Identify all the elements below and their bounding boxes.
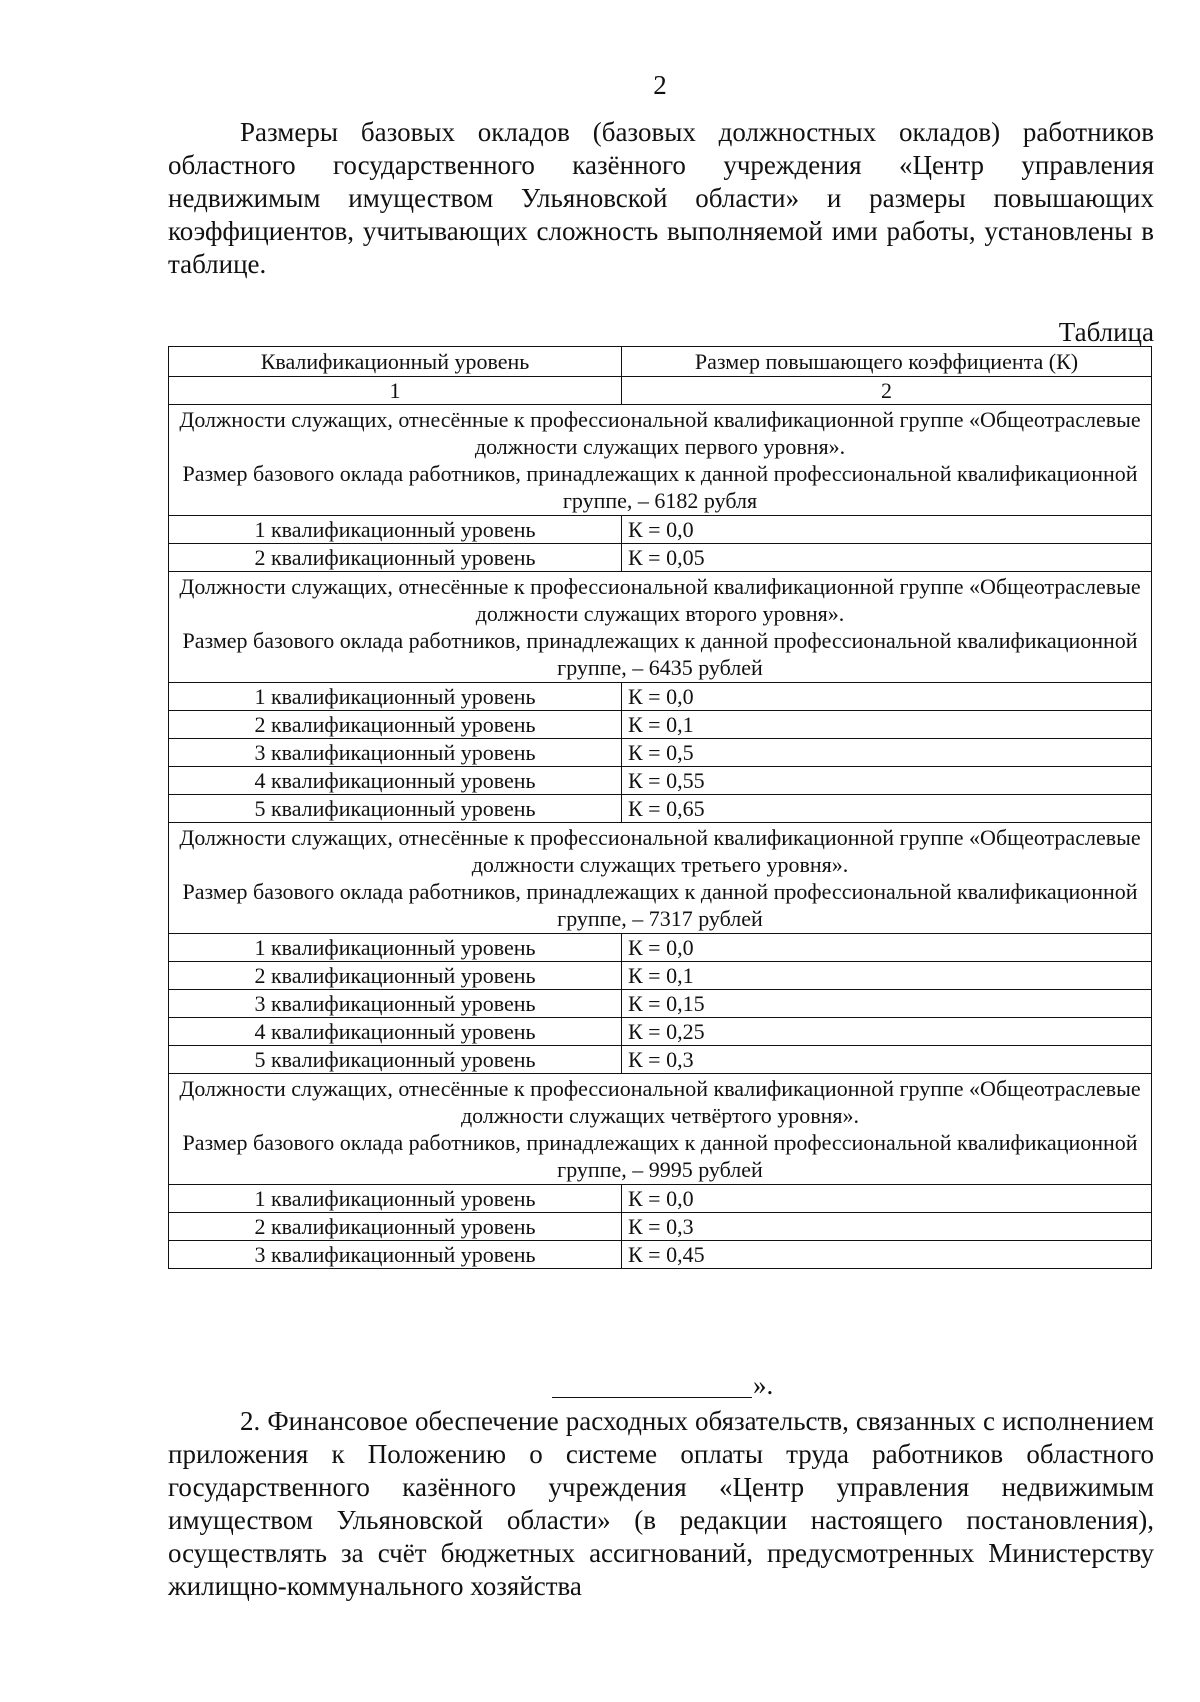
group-title: Должности служащих, отнесённые к профессиональной квалификационной группе «Общеотраслевые должности служащих первого уровня». [179,407,1141,459]
page-number: 2 [653,70,667,100]
table-body [169,347,1152,1269]
coefficient-cell: К = 0,0 [622,516,1152,544]
coefficient-cell: К = 0,55 [622,767,1152,795]
group-header-row [169,1074,1152,1185]
group-base-salary: Размер базового оклада работников, принадлежащих к данной профессиональной квалификационной группе, – 6435 рублей [182,628,1138,680]
header-coefficient: Размер повышающего коэффициента (К) [622,347,1152,377]
coefficient-cell: К = 0,1 [622,711,1152,739]
table-row [169,934,1152,962]
table-row [169,962,1152,990]
group-header-cell [169,1074,1152,1185]
column-number-1: 1 [169,377,622,405]
group-header-cell [169,572,1152,683]
coefficient-cell: К = 0,45 [622,1241,1152,1269]
group-base-salary: Размер базового оклада работников, принадлежащих к данной профессиональной квалификационной группе, – 6182 рубля [182,461,1138,513]
qualification-level-cell: 2 квалификационный уровень [169,962,622,990]
column-number-row [169,377,1152,405]
group-title: Должности служащих, отнесённые к профессиональной квалификационной группе «Общеотраслевые должности служащих второго уровня». [179,574,1141,626]
coefficient-cell: К = 0,15 [622,990,1152,1018]
qualification-level-cell: 2 квалификационный уровень [169,544,622,572]
qualification-level-cell: 5 квалификационный уровень [169,795,622,823]
coefficient-cell: К = 0,0 [622,683,1152,711]
table-row [169,990,1152,1018]
intro-text: Размеры базовых окладов (базовых должностных окладов) работников областного государственного казённого учреждения «Центр управления недвижимым имуществом Ульяновской области» и размеры повышающих коэффициентов, учитывающих сложность выполняемой ими работы, установлены в таблице. [168,117,1154,279]
table-row [169,1046,1152,1074]
group-base-salary: Размер базового оклада работников, принадлежащих к данной профессиональной квалификационной группе, – 7317 рублей [182,879,1138,931]
table-row [169,1241,1152,1269]
closing-underline [552,1375,752,1398]
qualification-level-cell: 2 квалификационный уровень [169,711,622,739]
coefficient-cell: К = 0,0 [622,934,1152,962]
qualification-level-cell: 1 квалификационный уровень [169,1185,622,1213]
qualification-level-cell: 5 квалификационный уровень [169,1046,622,1074]
coefficient-cell: К = 0,25 [622,1018,1152,1046]
coefficient-cell: К = 0,0 [622,1185,1152,1213]
group-base-salary: Размер базового оклада работников, принадлежащих к данной профессиональной квалификационной группе, – 9995 рублей [182,1130,1138,1182]
header-level: Квалификационный уровень [169,347,622,377]
group-header-cell [169,823,1152,934]
table-row [169,516,1152,544]
qualification-level-cell: 2 квалификационный уровень [169,1213,622,1241]
qualification-level-cell: 1 квалификационный уровень [169,683,622,711]
group-title: Должности служащих, отнесённые к профессиональной квалификационной группе «Общеотраслевые должности служащих третьего уровня». [179,825,1141,877]
table-row [169,711,1152,739]
table-row [169,767,1152,795]
table-row [169,1185,1152,1213]
point-2-text: 2. Финансовое обеспечение расходных обязательств, связанных с исполнением приложения к Положению о системе оплаты труда работников областного государственного казённого учреждения «Центр управления недвижимым имуществом Ульяновской области» (в редакции настоящего постановления), осуществлять за счёт бюджетных ассигнований, предусмотренных Министерству жилищно-коммунального хозяйства [168,1406,1154,1601]
table-row [169,1018,1152,1046]
column-number-2: 2 [622,377,1152,405]
qualification-level-cell: 3 квалификационный уровень [169,739,622,767]
point-2-paragraph [168,1405,1154,1603]
coefficient-cell: К = 0,05 [622,544,1152,572]
closing-quote-mark: ». [753,1370,774,1400]
table-row [169,1213,1152,1241]
salary-coefficient-table [168,346,1152,1269]
coefficient-cell: К = 0,1 [622,962,1152,990]
qualification-level-cell: 4 квалификационный уровень [169,767,622,795]
qualification-level-cell: 3 квалификационный уровень [169,1241,622,1269]
qualification-level-cell: 4 квалификационный уровень [169,1018,622,1046]
group-header-cell [169,405,1152,516]
table-row [169,795,1152,823]
coefficient-cell: К = 0,3 [622,1046,1152,1074]
group-header-row [169,823,1152,934]
coefficient-cell: К = 0,65 [622,795,1152,823]
coefficient-cell: К = 0,5 [622,739,1152,767]
table-row [169,739,1152,767]
coefficient-cell: К = 0,3 [622,1213,1152,1241]
header-row [169,347,1152,377]
intro-paragraph [168,116,1154,281]
table-row [169,683,1152,711]
qualification-level-cell: 1 квалификационный уровень [169,934,622,962]
qualification-level-cell: 3 квалификационный уровень [169,990,622,1018]
group-header-row [169,405,1152,516]
qualification-level-cell: 1 квалификационный уровень [169,516,622,544]
group-title: Должности служащих, отнесённые к профессиональной квалификационной группе «Общеотраслевые должности служащих четвёртого уровня». [179,1076,1141,1128]
table-caption: Таблица [1058,317,1154,347]
table-row [169,544,1152,572]
group-header-row [169,572,1152,683]
